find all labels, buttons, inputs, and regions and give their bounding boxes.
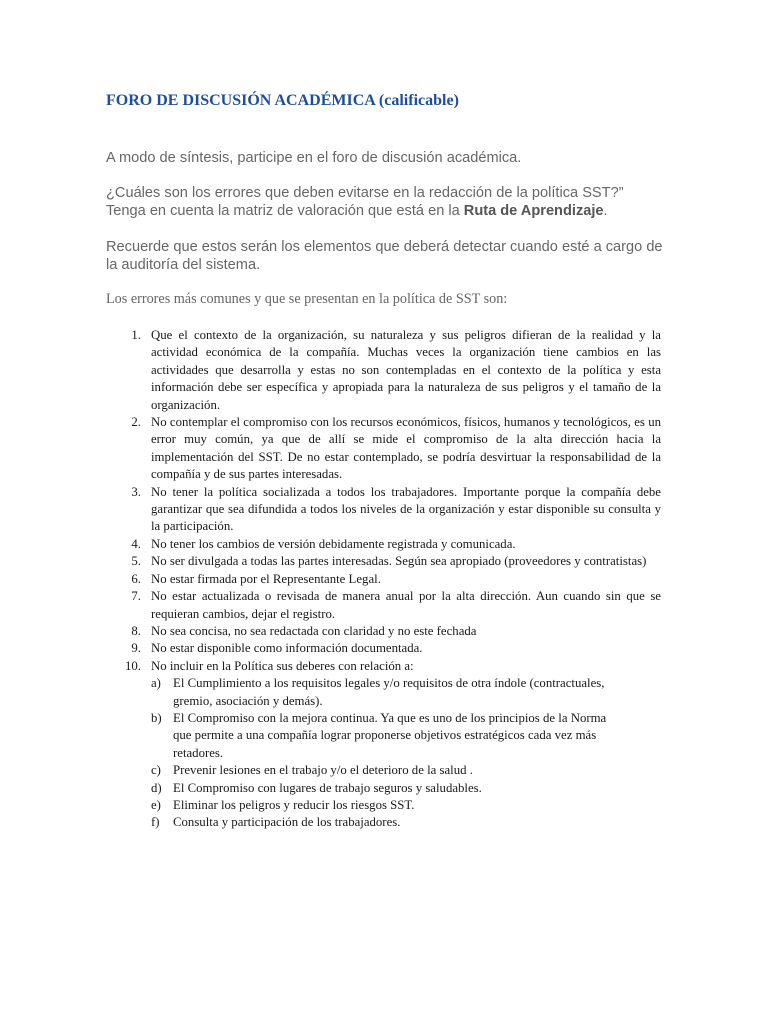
item-text: Que el contexto de la organización, su naturaleza y sus peligros difieran de la realidad y la actividad económica de la compañía. Muchas veces la organización tiene cambios en las actividades que desarrolla y estas no son contempladas en el contexto de la política y esta información debe ser específica y apropiada para la naturaleza de sus peligros y el tamaño de la organización. — [151, 328, 661, 412]
sub-letter: f) — [151, 815, 160, 830]
item-number: 4. — [131, 536, 141, 551]
question-end: . — [603, 203, 608, 219]
question-paragraph — [106, 184, 666, 220]
sub-text: Consulta y participación de los trabajadores. — [173, 815, 401, 830]
list-item — [106, 553, 661, 570]
sub-text: El Compromiso con la mejora continua. Ya que es uno de los principios de la Norma que permite a una compañía lograr proponerse objetivos estratégicos cada vez más retadores. — [173, 710, 607, 760]
list-item — [106, 658, 661, 832]
item-number: 1. — [131, 328, 141, 342]
item-text: No contemplar el compromiso con los recursos económicos, físicos, humanos y tecnológicos, es un error muy común, ya que de allí se mide el compromiso de la alta dirección hacia la implementación del SST. De no estar contemplado, se podría desvirtuar la responsabilidad de la compañía y de sus partes interesadas. — [151, 415, 661, 482]
list-item — [106, 414, 661, 484]
item-text: No ser divulgada a todas las partes interesadas. Según sea apropiado (proveedores y contratistas) — [151, 554, 647, 569]
list-item — [106, 484, 661, 536]
list-item — [106, 571, 661, 588]
item-number: 3. — [131, 484, 141, 499]
intro-paragraph: A modo de síntesis, participe en el foro de discusión académica. — [106, 150, 522, 166]
item-text: No estar firmada por el Representante Legal. — [151, 571, 381, 586]
sublist-item — [151, 762, 621, 779]
item-text: No estar disponible como información documentada. — [151, 641, 423, 656]
sub-letter: b) — [151, 710, 162, 725]
sub-text: Prevenir lesiones en el trabajo y/o el deterioro de la salud . — [173, 763, 473, 778]
item-text: No tener la política socializada a todos los trabajadores. Importante porque la compañía debe garantizar que sea difundida a todos los niveles de la organización y estar disponible su consulta y la participación. — [151, 484, 661, 534]
sub-text: Eliminar los peligros y reducir los riesgos SST. — [173, 797, 415, 812]
sub-text: El Cumplimiento a los requisitos legales y/o requisitos de otra índole (contractuales, gremio, asociación y demás). — [173, 676, 605, 708]
item-text: No sea concisa, no sea redactada con claridad y no este fechada — [151, 623, 477, 638]
errors-list — [106, 327, 661, 832]
sub-letter: a) — [151, 676, 161, 691]
item-text: No tener los cambios de versión debidamente registrada y comunicada. — [151, 536, 516, 551]
question-bold-text: Ruta de Aprendizaje — [463, 203, 604, 219]
item-number: 7. — [131, 589, 141, 604]
item-number: 5. — [131, 554, 141, 569]
item-number: 10. — [125, 658, 141, 673]
item-number: 9. — [131, 641, 141, 656]
list-item — [106, 327, 661, 414]
sublist-item — [151, 797, 621, 814]
sublist-item — [151, 675, 621, 710]
item-number: 6. — [131, 571, 141, 586]
list-item — [106, 536, 661, 553]
list-item — [106, 588, 661, 623]
item-text: No estar actualizada o revisada de manera anual por la alta dirección. Aun cuando sin que se requieran cambios, dejar el registro. — [151, 589, 661, 621]
list-lead-text: Los errores más comunes y que se presentan en la política de SST son: — [106, 291, 508, 307]
sub-letter: e) — [151, 797, 161, 812]
list-item — [106, 623, 661, 640]
sub-letter: d) — [151, 780, 162, 795]
sub-letter: c) — [151, 763, 161, 778]
item-text: No incluir en la Política sus deberes con relación a: — [151, 658, 414, 673]
question-text: ¿Cuáles son los errores que deben evitarse en la redacción de la política SST?” Tenga en cuenta la matriz de valoración que está en la — [106, 185, 624, 219]
reminder-paragraph: Recuerde que estos serán los elementos que deberá detectar cuando esté a cargo de la auditoría del sistema. — [106, 239, 663, 273]
sublist-item — [151, 780, 621, 797]
sublist-item — [151, 814, 621, 831]
item-number: 2. — [131, 415, 141, 430]
sub-text: El Compromiso con lugares de trabajo seguros y saludables. — [173, 780, 482, 795]
list-item — [106, 640, 661, 657]
sublist-item — [151, 710, 621, 762]
item-number: 8. — [131, 623, 141, 638]
duties-sublist — [151, 675, 621, 832]
page-title: FORO DE DISCUSIÓN ACADÉMICA (calificable) — [106, 92, 459, 109]
